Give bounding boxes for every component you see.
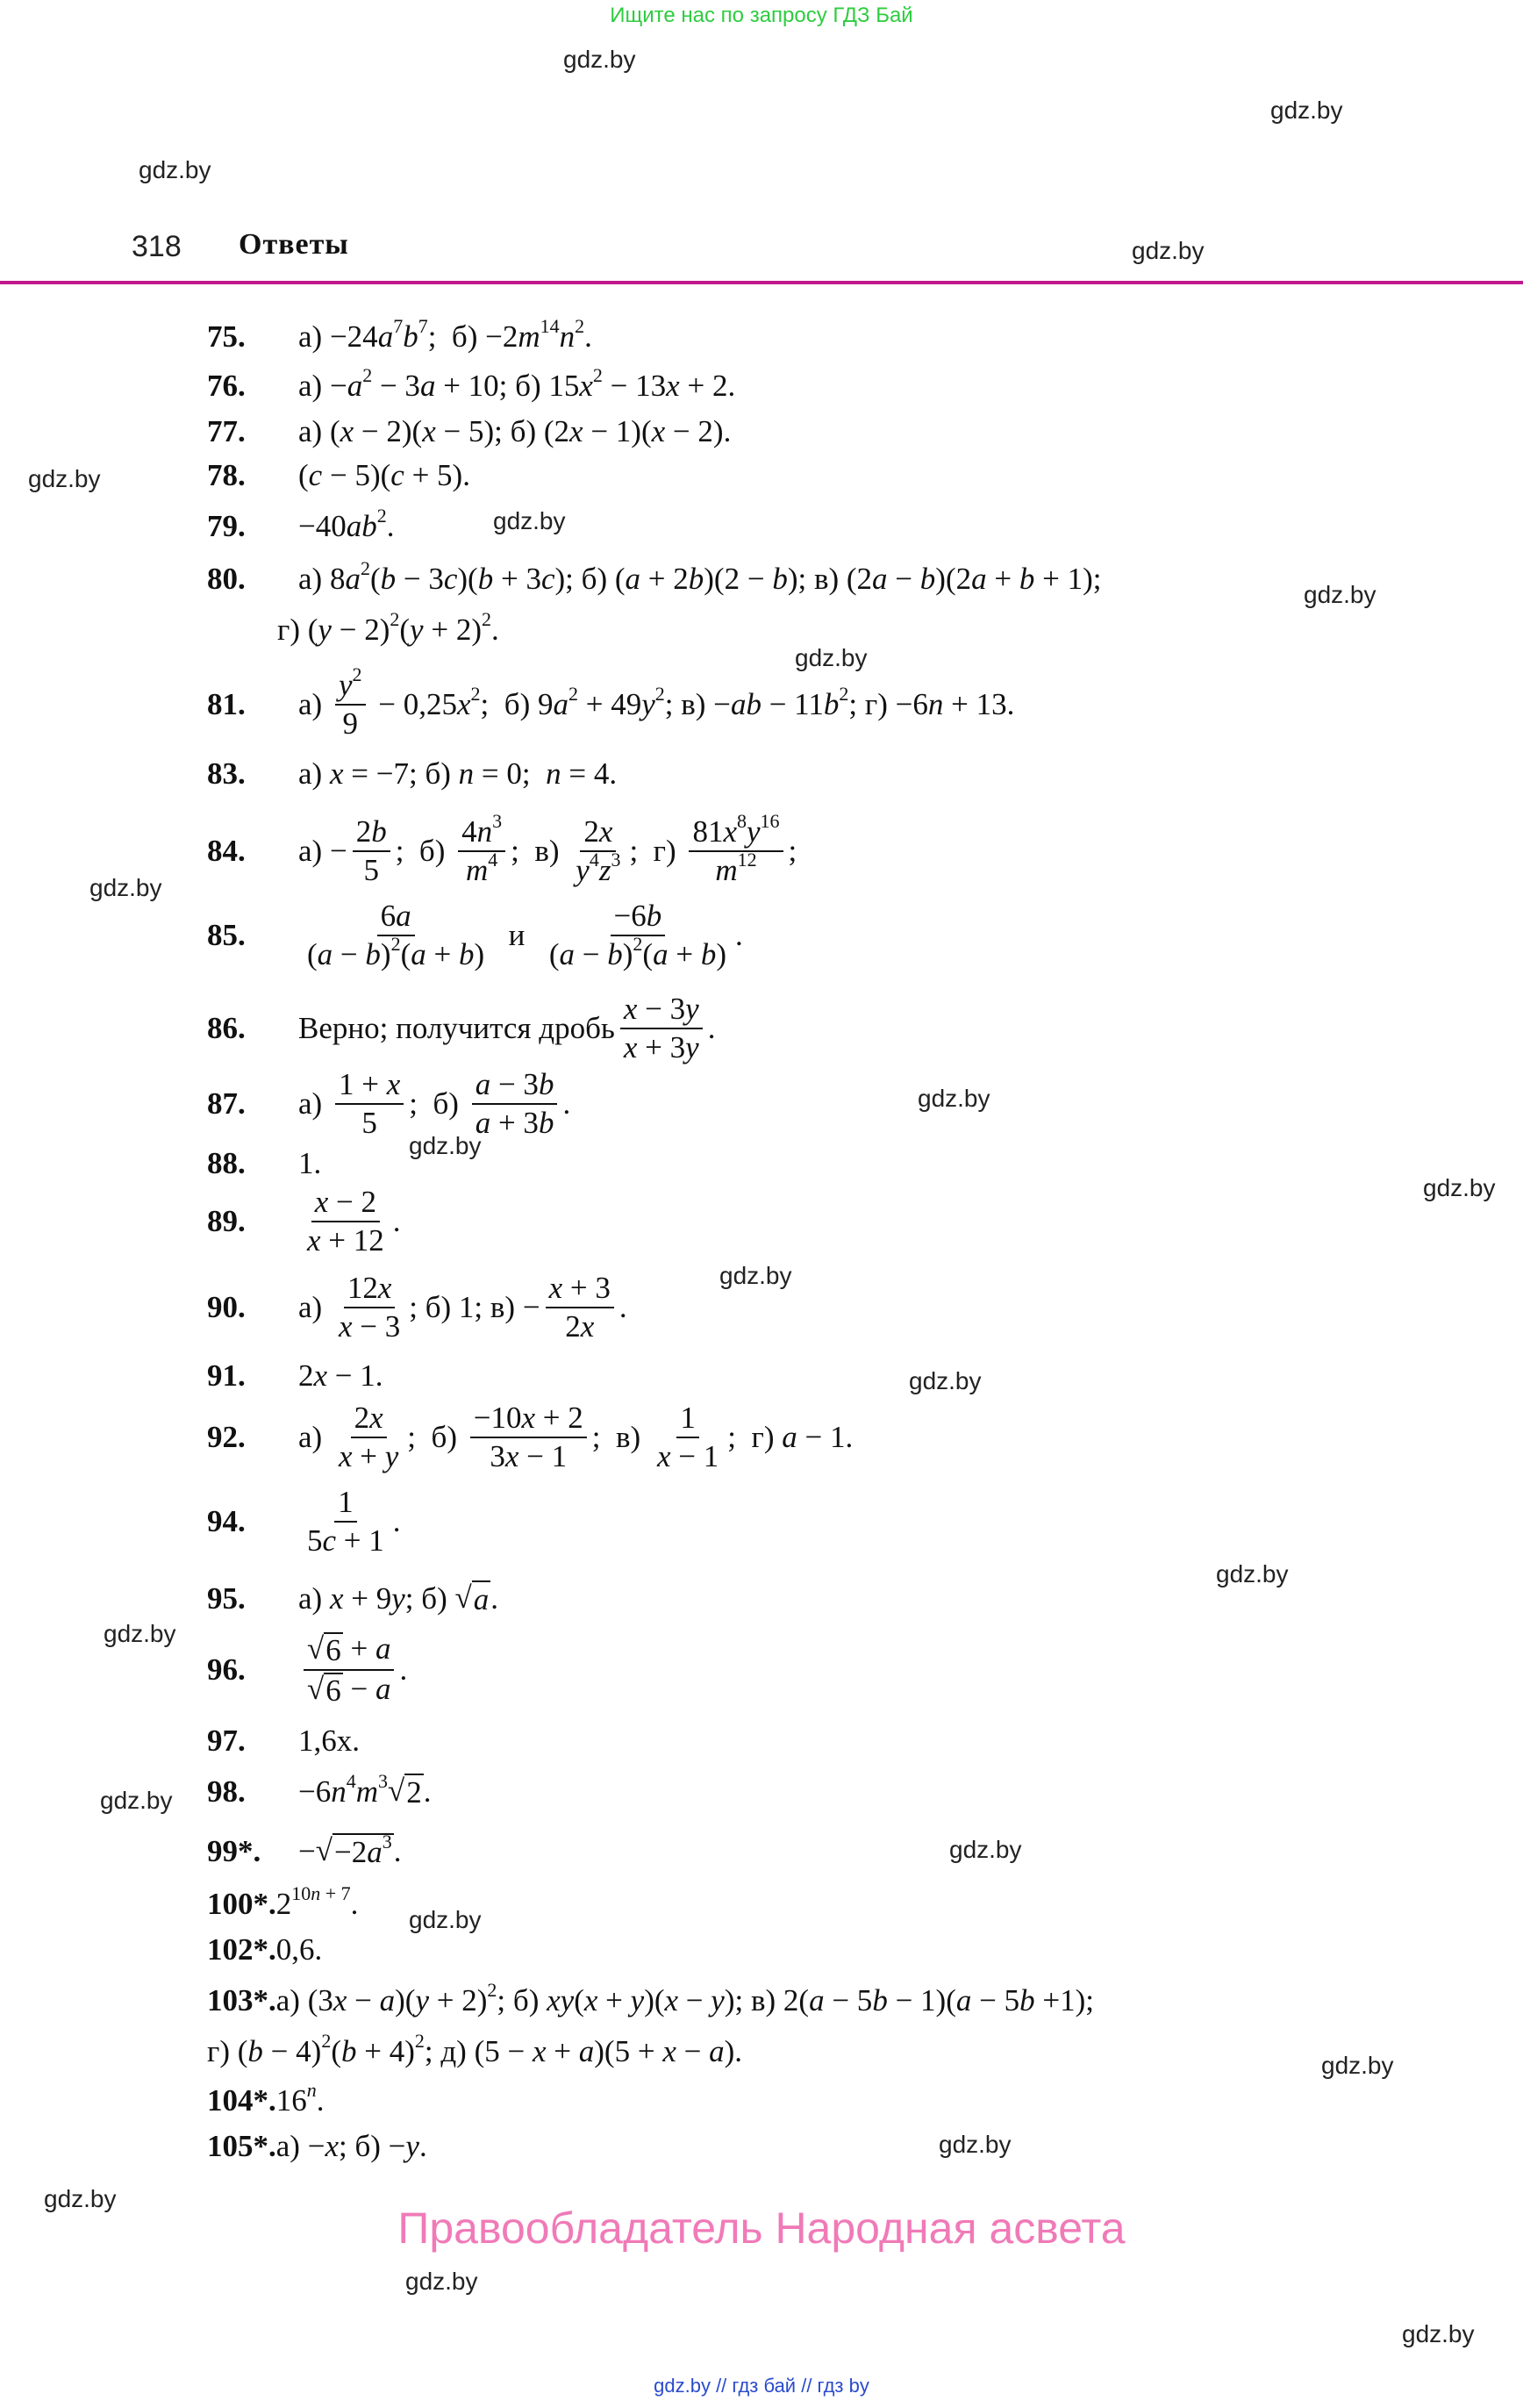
- answer-83: 83. а) x = −7; б) n = 0; n = 4.: [207, 756, 618, 791]
- answer-number: 86.: [207, 1011, 246, 1045]
- watermark: gdz.by: [949, 1836, 1022, 1863]
- answer-103-cont: г) $(b - 4)^2(b + 4)^2$; д) (5 − x + a)(5 + x − a).: [207, 2030, 743, 2068]
- answer-number: 104*.: [207, 2083, 276, 2118]
- answer-86: 86. Верно; получится дробь $\frac{x - 3y}{x + 3y}$ .: [207, 992, 716, 1064]
- answer-80: 80. а) $8a^2(b - 3c)(b + 3c)$; б) (a + 2b)(2 − b); в) (2a − b)(2a + b + 1);: [207, 557, 1102, 596]
- watermark: gdz.by: [100, 1787, 173, 1814]
- answer-number: 94.: [207, 1504, 246, 1538]
- answer-88: [207, 1137, 321, 1190]
- answer-number: 92.: [207, 1420, 246, 1454]
- answer-78: 78. (c − 5)(c + 5).: [207, 458, 470, 492]
- answer-number: 100*.: [207, 1887, 276, 1921]
- answer-94: 94. $\frac{1}{5c + 1}$ .: [207, 1485, 401, 1558]
- page-title: Ответы: [239, 228, 349, 261]
- answer-number: 79.: [207, 509, 246, 543]
- answer-number: 80.: [207, 562, 246, 596]
- answer-number: 83.: [207, 756, 246, 791]
- answer-96: 96. √ 6 + a √ 6 − a .: [207, 1631, 408, 1708]
- answer-80-cont: г) $(y - 2)^2(y + 2)^2$.: [277, 608, 499, 647]
- watermark: gdz.by: [1132, 237, 1205, 264]
- answer-number: 102*.: [207, 1932, 276, 1967]
- watermark: gdz.by: [719, 1262, 792, 1289]
- answer-number: 88.: [207, 1146, 246, 1180]
- watermark: gdz.by: [1304, 581, 1376, 608]
- answer-number: 105*.: [207, 2129, 276, 2163]
- answer-98: 98. $-6n^4m^3$ √ 2 .: [207, 1770, 432, 1810]
- watermark: gdz.by: [918, 1085, 990, 1112]
- answer-number: 91.: [207, 1358, 246, 1393]
- answer-number: 98.: [207, 1774, 246, 1809]
- watermark: gdz.by: [405, 2268, 478, 2295]
- answer-text: Верно; получится дробь: [298, 1011, 615, 1045]
- answer-number: 87.: [207, 1086, 246, 1121]
- page-number: 318: [132, 230, 182, 263]
- answer-number: 99*.: [207, 1834, 261, 1868]
- answer-99: 99*. − √ $-2a^3$ .: [207, 1831, 402, 1869]
- answer-text: 0,6.: [275, 1932, 323, 1967]
- answer-number: 89.: [207, 1204, 246, 1238]
- answer-number: 76.: [207, 369, 246, 403]
- answer-90: 90. а) $\frac{12x}{x - 3}$ ; б) 1; в) − $\frac{x + 3}{2x}$ .: [207, 1271, 627, 1344]
- answer-75: 75. $а) -24a^7b^7$; $б) -2m^{14}n^2$.: [207, 315, 592, 354]
- watermark: gdz.by: [909, 1367, 982, 1394]
- answer-81: 81. а) $\frac{y^2}{9}$ − $0,25x^2$; б) $9a^2 + 49y^2$; $в) -ab - 11b^2$; г) −6n + 13.: [207, 663, 1015, 741]
- watermark: gdz.by: [409, 1132, 482, 1159]
- answer-87: 87. а) $\frac{1 + x}{5}$ ; б) $\frac{a - 3b}{a + 3b}$ .: [207, 1067, 571, 1140]
- watermark: gdz.by: [493, 507, 566, 534]
- watermark: gdz.by: [89, 874, 162, 901]
- answer-number: 84.: [207, 834, 246, 868]
- answer-104: 104*. 16$^n$.: [207, 2079, 325, 2118]
- watermark: gdz.by: [104, 1620, 176, 1647]
- top-banner[interactable]: Ищите нас по запросу ГДЗ Бай: [610, 4, 913, 27]
- answer-85: 85. $\frac{6a}{(a - b)^2(a + b)}$ и $\frac{-6b}{(a - b)^2(a + b)}$ .: [207, 899, 743, 971]
- answer-number: 77.: [207, 414, 246, 448]
- watermark: gdz.by: [139, 156, 211, 183]
- answer-79: 79. $-40ab^2$.: [207, 505, 395, 543]
- copyright-notice: Правообладатель Народная асвета: [397, 2204, 1126, 2253]
- footer-links[interactable]: gdz.by // гдз бай // гдз by: [654, 2375, 869, 2397]
- header-rule: [0, 281, 1523, 284]
- answer-105: 105*. а) −x; б) −y.: [207, 2129, 427, 2163]
- answer-100: 100*. $2^{10n + 7}$.: [207, 1882, 359, 1921]
- answer-97: [207, 1715, 360, 1767]
- watermark: gdz.by: [409, 1906, 482, 1933]
- watermark: gdz.by: [1321, 2052, 1394, 2079]
- answer-91: 91. 2x − 1.: [207, 1358, 383, 1393]
- answer-102: [207, 1924, 322, 1976]
- watermark: gdz.by: [1216, 1560, 1289, 1587]
- answer-84: 84. а) − $\frac{2b}{5}$ ; б) $\frac{4n^3}{m^4}$ ; в) $\frac{2x}{y^4z^3}$ ; г) $\frac{81x^8y^{16}}{m^{12}}$ ;: [207, 810, 797, 887]
- answer-95: 95. а) x + 9y; б) √ a .: [207, 1580, 498, 1616]
- answer-number: 75.: [207, 319, 246, 354]
- answer-103: 103*. а) $(3x - a)(y + 2)^2$; б) xy(x + y)(x − y); в) 2(a − 5b − 1)(a − 5b +1);: [207, 1979, 1094, 2017]
- answer-number: 85.: [207, 918, 246, 952]
- answer-number: 95.: [207, 1581, 246, 1616]
- answer-text: 1.: [298, 1146, 322, 1180]
- watermark: gdz.by: [1423, 1174, 1496, 1201]
- answer-number: 97.: [207, 1724, 246, 1758]
- answer-number: 78.: [207, 458, 246, 492]
- watermark: gdz.by: [563, 46, 636, 73]
- answer-number: 96.: [207, 1652, 246, 1687]
- answer-number: 90.: [207, 1290, 246, 1324]
- answer-77: 77. а) (x − 2)(x − 5); б) (2x − 1)(x − 2).: [207, 414, 732, 448]
- answer-92: 92. а) $\frac{2x}{x + y}$ ; б) $\frac{-10x + 2}{3x - 1}$ ; в) $\frac{1}{x - 1}$ ; г) a − 1.: [207, 1401, 854, 1473]
- answer-89: 89. $\frac{x - 2}{x + 12}$ .: [207, 1185, 401, 1258]
- answer-number: 103*.: [207, 1983, 276, 2017]
- answer-number: 81.: [207, 687, 246, 721]
- watermark: gdz.by: [44, 2185, 117, 2212]
- watermark: gdz.by: [795, 644, 868, 671]
- answer-text: 1,6x.: [298, 1724, 360, 1758]
- watermark: gdz.by: [1270, 97, 1343, 124]
- fraction: $\frac{y^2}{9}$: [335, 669, 366, 741]
- watermark: gdz.by: [28, 465, 101, 492]
- watermark: gdz.by: [939, 2131, 1012, 2158]
- watermark: gdz.by: [1402, 2320, 1475, 2347]
- answer-76: 76. $а) -a^2 - 3a + 10$; б) $15x^2 - 13x + 2$.: [207, 364, 736, 403]
